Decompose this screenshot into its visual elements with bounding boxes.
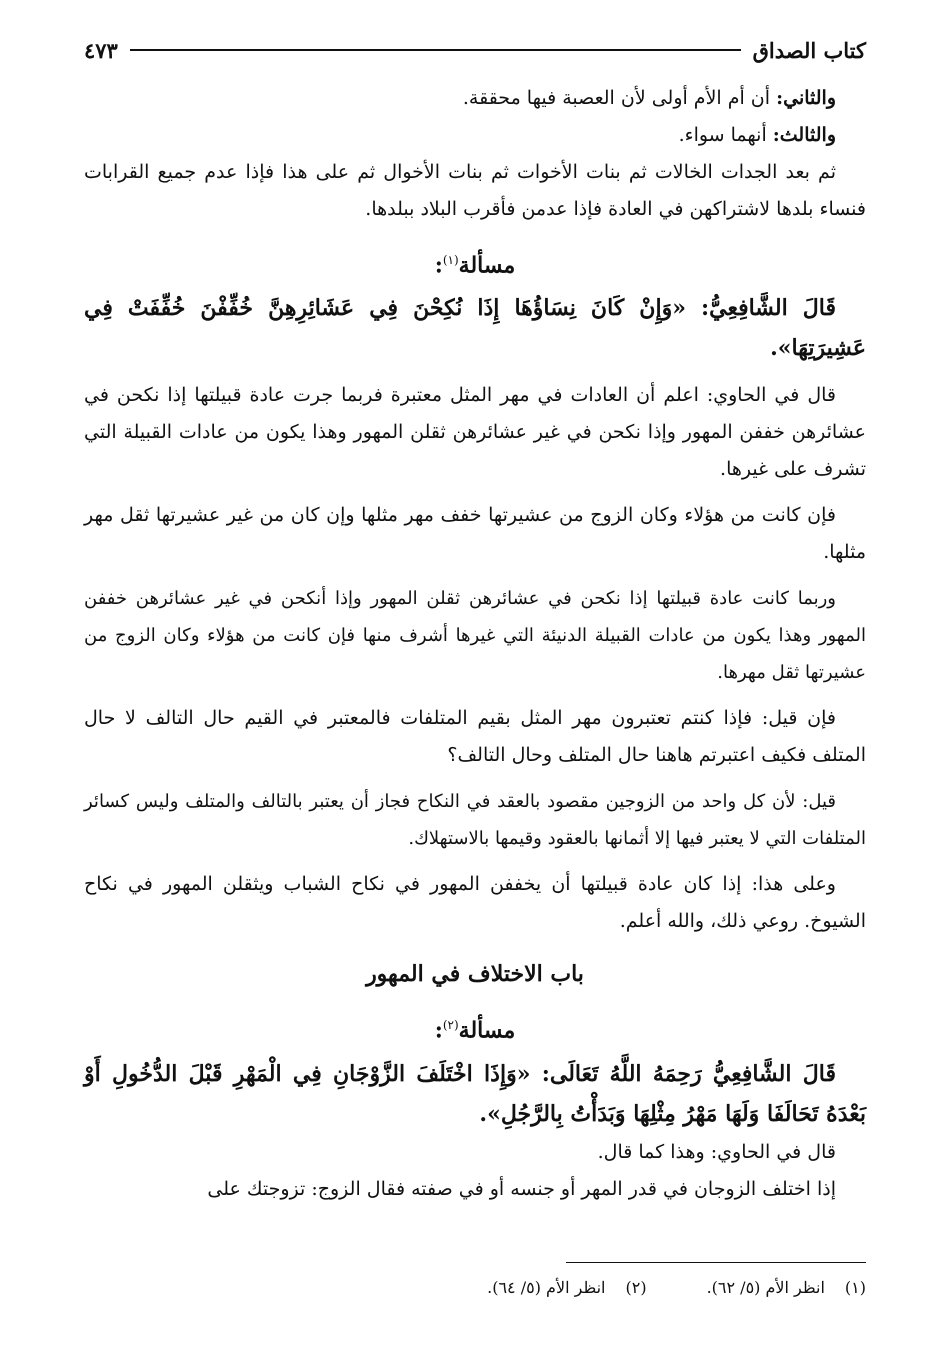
- heading-text: مسألة: [458, 1017, 516, 1044]
- paragraph: قيل: لأن كل واحد من الزوجين مقصود بالعقد في النكاح فجاز أن يعتبر بالتالف والمتلف وليس كسائر المتلفات التي لا يعتبر فيها إلا أثمانها بالعقود وقيمها بالاستهلاك.: [84, 791, 866, 850]
- paragraph: وعلى هذا: إذا كان عادة قبيلتها أن يخففن المهور في نكاح الشباب ويثقلن المهور في نكاح الشيوخ. روعي ذلك، والله أعلم.: [84, 873, 866, 933]
- header-rule: [130, 49, 741, 51]
- paragraph: وربما كانت عادة قبيلتها إذا نكحن في عشائرهن ثقلن المهور وإذا أنكحن في غير عشائرهن خففن المهور وهذا يكون من عادات القبيلة الدنيئة التي غيرها أشرف منها فإن كانت من هؤلاء وكان الزوج من عشيرتها ثقل مهرها.: [84, 588, 866, 684]
- paragraph: فإن كانت من هؤلاء وكان الزوج من عشيرتها خفف مهر مثلها وإن كان من غير عشيرتها ثقل مهر مثلها.: [84, 504, 866, 564]
- footnote-ref: (١): [442, 253, 459, 267]
- paragraph-text: أنهما سواء.: [678, 124, 773, 146]
- chapter-heading: باب الاختلاف في المهور: [366, 961, 584, 988]
- quoted-text-shafii: قَالَ الشَّافِعِيُّ: «وَإِنْ كَانَ نِسَاؤُهَا إِذَا نُكِحْنَ فِي عَشَائِرِهِنَّ خُفِّفْنَ خُفِّفَتْ فِي عَشِيرَتِهَا».: [84, 295, 866, 362]
- section-heading-masala-2: [84, 1007, 866, 1049]
- paragraph: قال في الحاوي: وهذا كما قال.: [597, 1140, 836, 1163]
- paragraph: ثم بعد الجدات الخالات ثم بنات الأخوات ثم بنات الأخوال ثم على هذا فإذا عدم جميع القرابات فنساء بلدها لاشتراكهن في العادة فإذا عدمن فأقرب البلاد ببلدها.: [84, 161, 866, 220]
- paragraph: فإن قيل: فإذا كنتم تعتبرون مهر المثل بقيم المتلفات فالمعتبر في القيم حال التالف لا حال المتلف فكيف اعتبرتم هاهنا حال المتلف وحال التالف؟: [84, 707, 866, 767]
- heading-colon: :: [434, 252, 443, 279]
- paragraph-second-opinion: [84, 80, 866, 117]
- paragraph-label: والثالث:: [772, 124, 836, 146]
- chapter-title: كتاب الصداق: [752, 37, 866, 63]
- heading-colon: :: [434, 1017, 443, 1044]
- section-heading-masala-1: [84, 242, 866, 284]
- footnote-number: (٢): [625, 1278, 647, 1297]
- page-number: ٤٧٣: [84, 37, 118, 63]
- footnote-text: انظر الأم (٥/ ٦٤).: [487, 1278, 606, 1297]
- footnote-item: [487, 1278, 646, 1297]
- footnote-number: (١): [844, 1278, 866, 1297]
- heading-text: مسألة: [458, 252, 516, 279]
- footnote-divider: [566, 1262, 866, 1263]
- running-header: [84, 30, 866, 70]
- footnote-ref: (٢): [442, 1018, 459, 1033]
- footnote-text: انظر الأم (٥/ ٦٢).: [706, 1278, 825, 1297]
- paragraph: إذا اختلف الزوجان في قدر المهر أو جنسه أو في صفته فقال الزوج: تزوجتك على: [207, 1177, 836, 1200]
- paragraph-label: والثاني:: [776, 87, 836, 109]
- page-body: [84, 80, 866, 1208]
- quoted-text-shafii: قَالَ الشَّافِعِيُّ رَحِمَهُ اللَّهُ تَعَالَى: «وَإِذَا اخْتَلَفَ الزَّوْجَانِ فِي الْمَهْرِ قَبْلَ الدُّخُولِ أَوْ بَعْدَهُ تَحَالَفَا وَلَهَا مَهْرُ مِثْلِهَا وَبَدَأْتُ بِالرَّجُلِ».: [84, 1060, 866, 1127]
- paragraph-text: أن أم الأم أولى لأن العصبة فيها محققة.: [462, 87, 777, 109]
- paragraph: قال في الحاوي: اعلم أن العادات في مهر المثل معتبرة فربما جرت عادة قبيلتها إذا نكحن في عشائرهن خففن المهور وإذا نكحن في غير عشائرهن ثقلن المهور وهذا يكون من عادات القبيلة التي تشرف على غيرها.: [84, 384, 866, 481]
- paragraph-third-opinion: [84, 117, 866, 154]
- footnotes: [84, 1278, 866, 1297]
- footnote-item: [707, 1278, 866, 1297]
